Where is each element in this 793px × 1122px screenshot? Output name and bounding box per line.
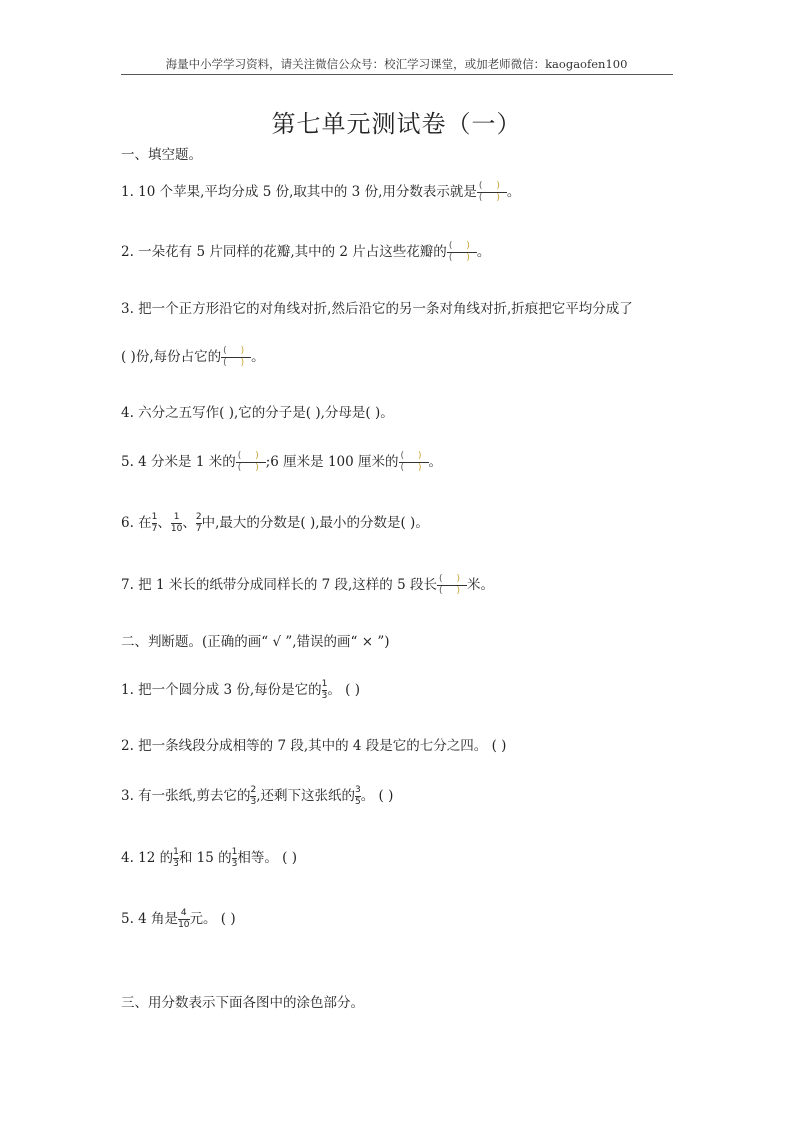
answer-blank-fraction[interactable] xyxy=(221,347,251,368)
blank-denominator: ( ) xyxy=(237,463,259,473)
fraction: $\frac{1}{7}$ xyxy=(151,512,158,534)
fraction: $\frac{2}{3}$ xyxy=(250,785,257,807)
question-2-4: 4. 12 的 $\frac{1}{3}$ 和 15 的 $\frac{1}{3}$ 相等。 ( ) xyxy=(121,847,298,869)
header-rule xyxy=(121,74,673,75)
blank-numerator: ( ) xyxy=(448,241,470,251)
fraction-bar xyxy=(236,462,266,463)
fraction: $\frac{1}{3}$ xyxy=(231,847,238,869)
page-title: 第七单元测试卷（一） xyxy=(271,110,522,138)
question-1-4: 4. 六分之五写作( ),它的分子是( ),分母是( )。 xyxy=(121,405,394,421)
fraction-bar xyxy=(447,252,477,253)
blank-numerator: ( ) xyxy=(438,574,461,584)
question-1-5: 5. 4 分米是 1 米的 $\frac{( )}{( )}$ ;6 厘米是 100 厘米的 $\frac{( )}{( )}$ 。 xyxy=(121,451,443,473)
fraction: $\frac{1}{3}$ xyxy=(173,847,179,869)
fraction: $\frac{1}{3}$ xyxy=(321,679,328,701)
question-2-2: 2. 把一条线段分成相等的 7 段,其中的 4 段是它的七分之四。 ( ) xyxy=(121,738,507,754)
answer-blank-fraction[interactable] xyxy=(447,242,477,263)
fraction: $\frac{2}{7}$ xyxy=(195,512,202,534)
blank-denominator: ( ) xyxy=(448,253,470,263)
question-text: 2. 一朵花有 5 片同样的花瓣,其中的 2 片占这些花瓣的 xyxy=(121,244,447,260)
question-1-2: 2. 一朵花有 5 片同样的花瓣,其中的 2 片占这些花瓣的 $\frac{( )}{( )}$ 。 xyxy=(121,241,491,263)
fraction-bar xyxy=(221,357,251,358)
answer-blank-fraction[interactable] xyxy=(236,452,266,473)
answer-blank-fraction[interactable] xyxy=(437,575,467,596)
question-2-1: 1. 把一个圆分成 3 份,每份是它的 $\frac{1}{3}$ 。 ( ) xyxy=(121,679,360,701)
question-2-3: 3. 有一张纸,剪去它的 $\frac{2}{3}$ ,还剩下这张纸的 $\frac{3}{5}$ 。 ( ) xyxy=(121,785,394,807)
section1-heading: 一、填空题。 xyxy=(121,147,202,163)
page-header: 海量中小学学习资料，请关注微信公众号：校汇学习课堂，或加老师微信：kaogaofen100 xyxy=(165,57,628,71)
question-2-5: 5. 4 角是 $\frac{4}{10}$ 元。 ( ) xyxy=(121,908,236,930)
fraction: $\frac{3}{5}$ xyxy=(355,785,361,807)
question-text: 1. 10 个苹果,平均分成 5 份,取其中的 3 份,用分数表示就是 xyxy=(121,184,477,200)
fraction-bar xyxy=(399,462,429,463)
question-text: 7. 把 1 米长的纸带分成同样长的 7 段,这样的 5 段长 xyxy=(121,577,437,593)
question-1-3-continued: ( )份,每份占它的 $\frac{( )}{( )}$ 。 xyxy=(121,346,265,368)
question-1-1: 1. 10 个苹果,平均分成 5 份,取其中的 3 份,用分数表示就是 $\frac{( )}{( )}$ 。 xyxy=(121,181,521,203)
fraction-bar xyxy=(477,192,507,193)
blank-denominator: ( ) xyxy=(223,358,245,368)
blank-numerator: ( ) xyxy=(400,451,422,461)
blank-denominator: ( ) xyxy=(438,586,461,596)
blank-numerator: ( ) xyxy=(237,451,259,461)
blank-denominator: ( ) xyxy=(478,193,500,203)
question-text: ( )份,每份占它的 xyxy=(121,349,222,365)
question-1-3: 3. 把一个正方形沿它的对角线对折,然后沿它的另一条对角线对折,折痕把它平均分成了 xyxy=(121,301,633,317)
question-1-6: 6. 在 $\frac{1}{7}$ 、 $\frac{1}{10}$ 、 $\frac{2}{7}$ 中,最大的分数是( ),最小的分数是( )。 xyxy=(121,512,429,534)
blank-denominator: ( ) xyxy=(400,463,422,473)
fraction: $\frac{4}{10}$ xyxy=(178,908,190,930)
blank-numerator: ( ) xyxy=(223,346,245,356)
section2-heading: 二、判断题。(正确的画“ √ ”,错误的画“ × ”) xyxy=(121,634,390,650)
question-1-7: 7. 把 1 米长的纸带分成同样长的 7 段,这样的 5 段长 $\frac{( )}{( )}$ 米。 xyxy=(121,574,494,596)
answer-blank-fraction[interactable] xyxy=(477,182,507,203)
question-text: 5. 4 分米是 1 米的 xyxy=(121,454,236,470)
answer-blank-fraction[interactable] xyxy=(399,452,429,473)
section3-heading: 三、用分数表示下面各图中的涂色部分。 xyxy=(121,995,364,1011)
blank-numerator: ( ) xyxy=(478,181,500,191)
fraction-bar xyxy=(437,585,467,586)
fraction: $\frac{1}{10}$ xyxy=(170,512,183,534)
